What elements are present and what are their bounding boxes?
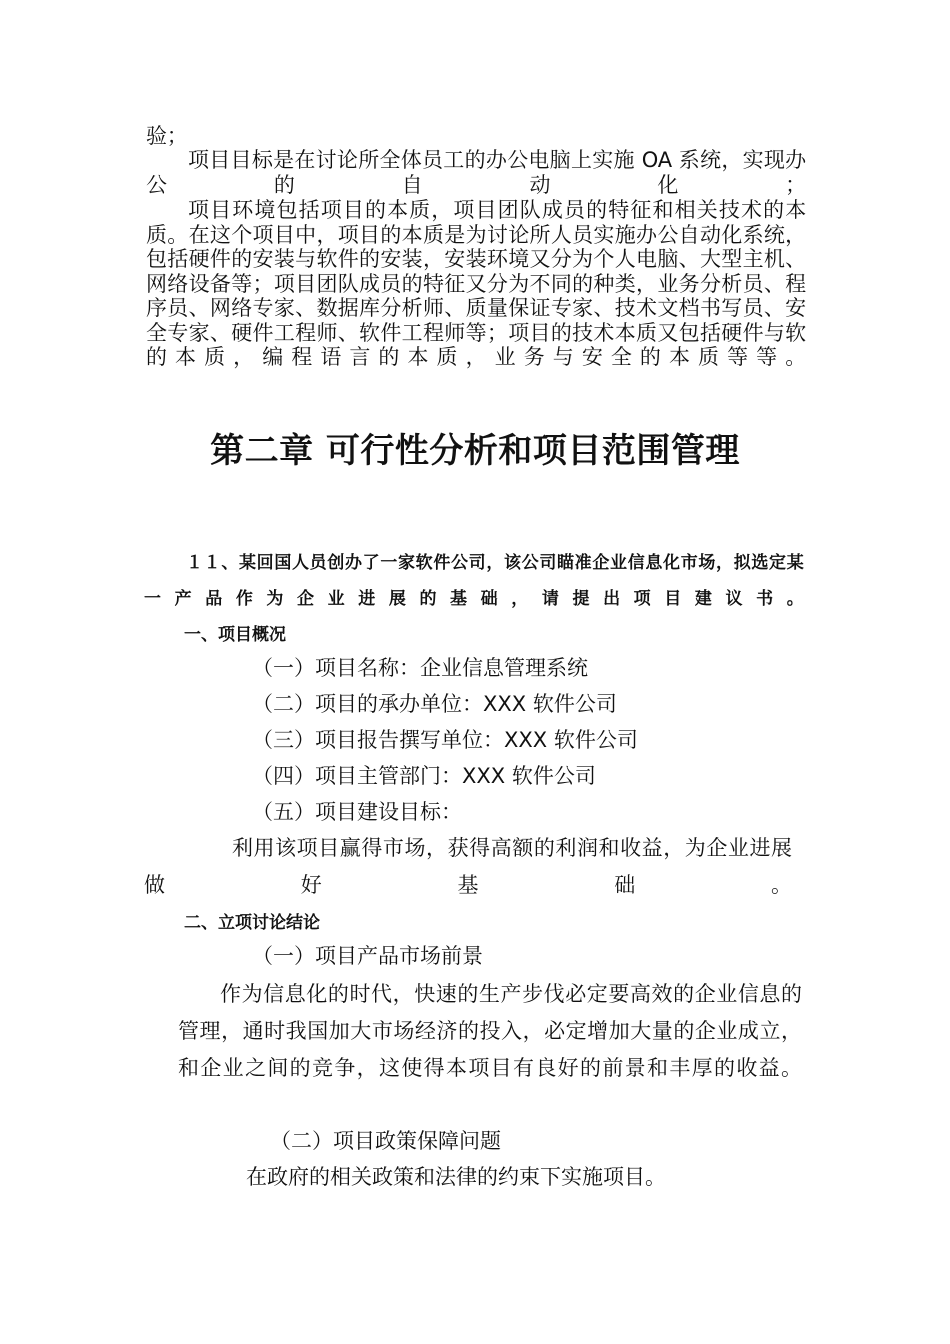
conclusion-subheading-policy: （二）项目政策保障问题: [270, 1129, 501, 1153]
paragraph-project-environment: 项目环境包括项目的本质，项目团队成员的特征和相关技术的本质。在这个项目中，项目的本质是为讨论所人员实施办公自动化系统，包括硬件的安装与软件的安装，安装环境又分为个人电脑、大型主机、网络设备等；项目团队成员的特征又分为不同的种类，业务分析员、程序员、网络专家、数据库分析师、质量保证专家、技术文档书写员、安全专家、硬件工程师、软件工程师等；项目的技术本质又包括硬件与软的本质，编程语言的本质，业务与安全的本质等等。: [146, 198, 806, 369]
policy-text: 在政府的相关政策和法律的约束下实施项目。: [246, 1165, 666, 1189]
question-text: １１、某回国人员创办了一家软件公司，该公司瞄准企业信息化市场，拟选定某一产品作为企业进展的基础，请提出项目建议书。: [144, 553, 804, 609]
project-goal-text: 利用该项目赢得市场，获得高额的利润和收益，为企业进展做好基础。: [144, 836, 792, 897]
paragraph-project-goal: 项目目标是在讨论所全体员工的办公电脑上实施 OA 系统，实现办公的自动化；: [146, 148, 806, 197]
overview-item: （五）项目建设目标：: [252, 800, 462, 824]
market-prospect-text: 作为信息化的时代，快速的生产步伐必定要高效的企业信息的管理，通时我国加大市场经济的投入，必定增加大量的企业成立，和企业之间的竞争，这使得本项目有良好的前景和丰厚的收益。: [178, 982, 802, 1080]
overview-item: （三）项目报告撰写单位：XXX 软件公司: [252, 728, 638, 752]
overview-item: （四）项目主管部门：XXX 软件公司: [252, 764, 596, 788]
chapter-title: 第二章 可行性分析和项目范围管理: [210, 431, 740, 471]
section-heading-conclusion: 二、立项讨论结论: [184, 913, 320, 933]
continued-text: 验；: [146, 124, 188, 148]
overview-item: （一）项目名称：企业信息管理系统: [252, 656, 588, 680]
section-heading-overview: 一、项目概况: [184, 625, 286, 645]
conclusion-subheading-market: （一）项目产品市场前景: [252, 944, 483, 968]
overview-item: （二）项目的承办单位：XXX 软件公司: [252, 692, 617, 716]
